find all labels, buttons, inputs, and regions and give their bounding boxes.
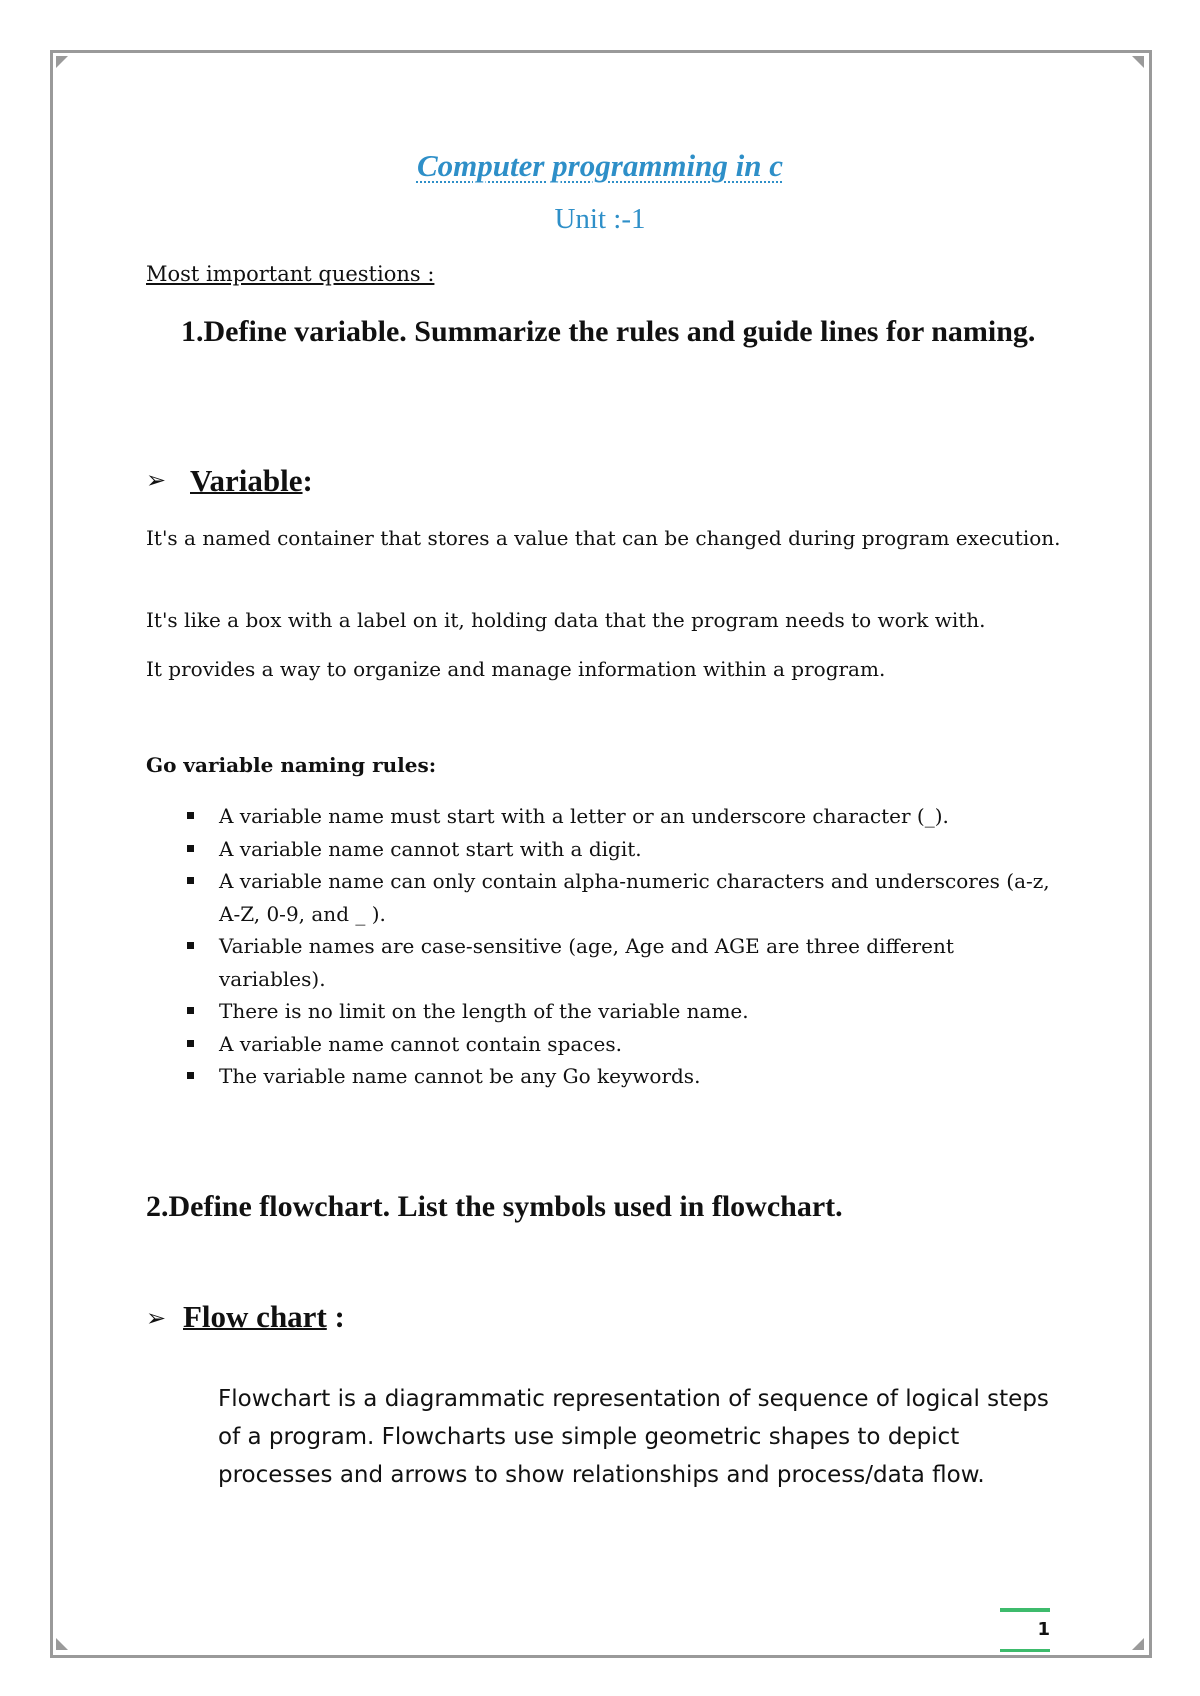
- rule-text: Variable names are case-sensitive (age, Age and AGE are three different variables).: [219, 934, 954, 991]
- document-title-text: Computer programming in c: [416, 148, 784, 183]
- corner-marker-top-right: [1132, 56, 1144, 68]
- square-bullet-icon: [187, 845, 194, 852]
- square-bullet-icon: [187, 1072, 194, 1079]
- list-item: [183, 800, 1063, 833]
- square-bullet-icon: [187, 942, 194, 949]
- variable-paragraph-2: It's like a box with a label on it, holding data that the program needs to work with.: [146, 608, 986, 632]
- flowchart-heading: [183, 1299, 345, 1335]
- rule-text: The variable name cannot be any Go keywords.: [219, 1064, 701, 1088]
- corner-marker-bottom-left: [56, 1638, 68, 1650]
- rule-text: There is no limit on the length of the variable name.: [219, 999, 749, 1023]
- variable-heading: [190, 463, 313, 499]
- variable-paragraph-1: It's a named container that stores a value that can be changed during program execution.: [146, 526, 1061, 550]
- list-item: [183, 1028, 1063, 1061]
- naming-rules-list: [183, 800, 1063, 1093]
- rule-text: A variable name must start with a letter or an underscore character (_).: [219, 804, 949, 828]
- rule-text: A variable name cannot start with a digit.: [219, 836, 642, 861]
- rule-text: A variable name can only contain alpha-numeric characters and underscores (a-z, A-Z, 0-9, and _ ).: [219, 869, 1050, 926]
- variable-paragraph-3: It provides a way to organize and manage information within a program.: [146, 657, 886, 681]
- flowchart-heading-colon: :: [326, 1299, 345, 1334]
- square-bullet-icon: [187, 1040, 194, 1047]
- flowchart-paragraph: Flowchart is a diagrammatic representation of sequence of logical steps of a program. Flowcharts use simple geometric shapes to depict processes and arrows to show relationships and process/data flow.: [218, 1386, 1049, 1488]
- question-1: 1.Define variable. Summarize the rules and guide lines for naming.: [181, 315, 1036, 348]
- list-item: [183, 1060, 1063, 1093]
- square-bullet-icon: [187, 812, 194, 819]
- arrow-bullet-icon: ➢: [146, 1304, 167, 1332]
- square-bullet-icon: [187, 1007, 194, 1014]
- rule-text: A variable name cannot contain spaces.: [219, 1031, 622, 1056]
- flowchart-heading-text: Flow chart: [183, 1299, 327, 1334]
- list-item: [183, 865, 1063, 930]
- variable-heading-colon: :: [302, 463, 313, 498]
- page-number: 1: [1000, 1608, 1050, 1650]
- list-item: [183, 930, 1063, 995]
- arrow-bullet-icon: ➢: [146, 466, 167, 494]
- corner-marker-bottom-right: [1132, 1638, 1144, 1650]
- variable-heading-text: Variable: [190, 463, 303, 498]
- document-title: [0, 148, 1200, 184]
- unit-label: Unit :-1: [554, 203, 646, 235]
- rules-title: Go variable naming rules:: [146, 753, 437, 777]
- page-number-underline: [1000, 1649, 1050, 1652]
- list-item: [183, 995, 1063, 1028]
- important-questions-heading: Most important questions :: [146, 262, 435, 286]
- question-2: 2.Define flowchart. List the symbols used in flowchart.: [146, 1190, 843, 1223]
- list-item: [183, 833, 1063, 866]
- square-bullet-icon: [187, 877, 194, 884]
- corner-marker-top-left: [56, 56, 68, 68]
